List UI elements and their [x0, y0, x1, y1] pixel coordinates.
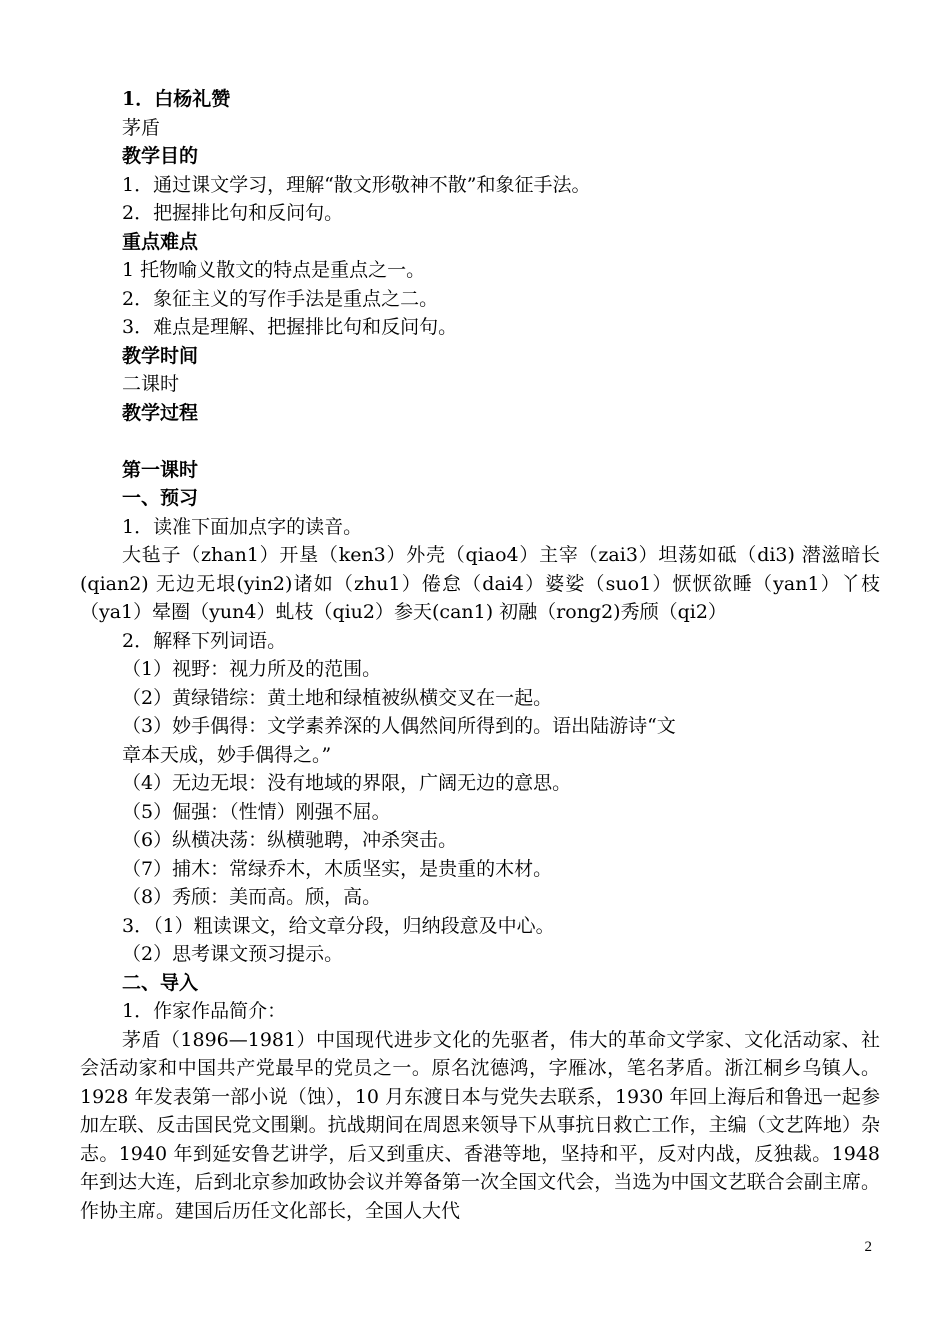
pronunciation-paragraph: 大毡子（zhan1）开垦（ken3）外壳（qiao4）主宰（zai3）坦荡如砥（di3) 潜滋暗长(qian2) 无边无垠(yin2)诸如（zhu1）倦怠（dai4）婆娑（suo1）恹恹欲睡（yan1）丫枝（ya1）晕圈（yun4）虬枝（qiu2）参天(can1) 初融（rong2)秀颀（qi2）: [80, 544, 880, 623]
key-point-item: 1 托物喻义散文的特点是重点之一。: [122, 259, 426, 281]
preview-item: 3．（1）粗读课文，给文章分段，归纳段意及中心。: [122, 914, 555, 937]
intro-heading: 二、导入: [122, 971, 199, 994]
page-number: 2: [864, 1239, 872, 1255]
vocab-item: （3）妙手偶得：文学素养深的人偶然间所得到的。语出陆游诗“文: [122, 715, 676, 737]
vocab-item-continued: 章本天成，妙手偶得之。”: [122, 743, 332, 766]
intro-item: 1．作家作品简介：: [122, 1000, 287, 1022]
objectives-heading: 教学目的: [122, 145, 199, 167]
vocab-item: （7）捕木：常绿乔木，木质坚实，是贵重的木材。: [122, 857, 553, 880]
key-point-item: 3．难点是理解、把握排比句和反问句。: [122, 316, 458, 338]
document-body: [80, 85, 880, 1225]
blank-line: [80, 427, 880, 456]
vocab-item: （5）倔强：（性情）刚强不屈。: [122, 800, 391, 823]
vocab-item: （8）秀颀：美而高。颀，高。: [122, 886, 382, 908]
key-point-item: 2．象征主义的写作手法是重点之二。: [122, 287, 439, 310]
vocab-item: （1）视野：视力所及的范围。: [122, 658, 382, 680]
time-heading: 教学时间: [122, 344, 199, 367]
key-points-heading: 重点难点: [122, 230, 199, 253]
preview-heading: 一、预习: [122, 487, 199, 509]
lesson-title: 1．白杨礼赞: [122, 88, 231, 110]
preview-item: 2．解释下列词语。: [122, 629, 287, 652]
preview-item: 1．读准下面加点字的读音。: [122, 515, 363, 538]
objective-item: 1．通过课文学习，理解“散文形敬神不散”和象征手法。: [122, 173, 591, 196]
lesson1-heading: 第一课时: [122, 458, 199, 481]
vocab-item: （6）纵横决荡：纵横驰聘，冲杀突击。: [122, 829, 458, 851]
author-bio-paragraph: 茅盾（1896—1981）中国现代进步文化的先驱者，伟大的革命文学家、文化活动家、社会活动家和中国共产党最早的党员之一。原名沈德鸿，字雁冰，笔名茅盾。浙江桐乡乌镇人。1928 年发表第一部小说（蚀），10 月东渡日本与党失去联系，1930 年回上海后和鲁迅一起参加左联、反击国民党文围剿。抗战期间在周恩来领导下从事抗日救亡工作，主编（文艺阵地）杂志。1940 年到延安鲁艺讲学，后又到重庆、香港等地，坚持和平，反对内战，反独裁。1948 年到达大连，后到北京参加政协会议并筹备第一次全国文代会，当选为中国文艺联合会副主席。作协主席。建国后历任文化部长，全国人大代: [80, 1028, 880, 1222]
preview-subitem: （2）思考课文预习提示。: [122, 943, 344, 965]
vocab-item: （2）黄绿错综：黄土地和绿植被纵横交叉在一起。: [122, 686, 553, 709]
vocab-item: （4）无边无垠：没有地域的界限，广阔无边的意思。: [122, 772, 572, 794]
process-heading: 教学过程: [122, 401, 199, 424]
objective-item: 2．把握排比句和反问句。: [122, 202, 344, 224]
author-name: 茅盾: [122, 116, 161, 139]
time-value: 二课时: [122, 373, 180, 395]
